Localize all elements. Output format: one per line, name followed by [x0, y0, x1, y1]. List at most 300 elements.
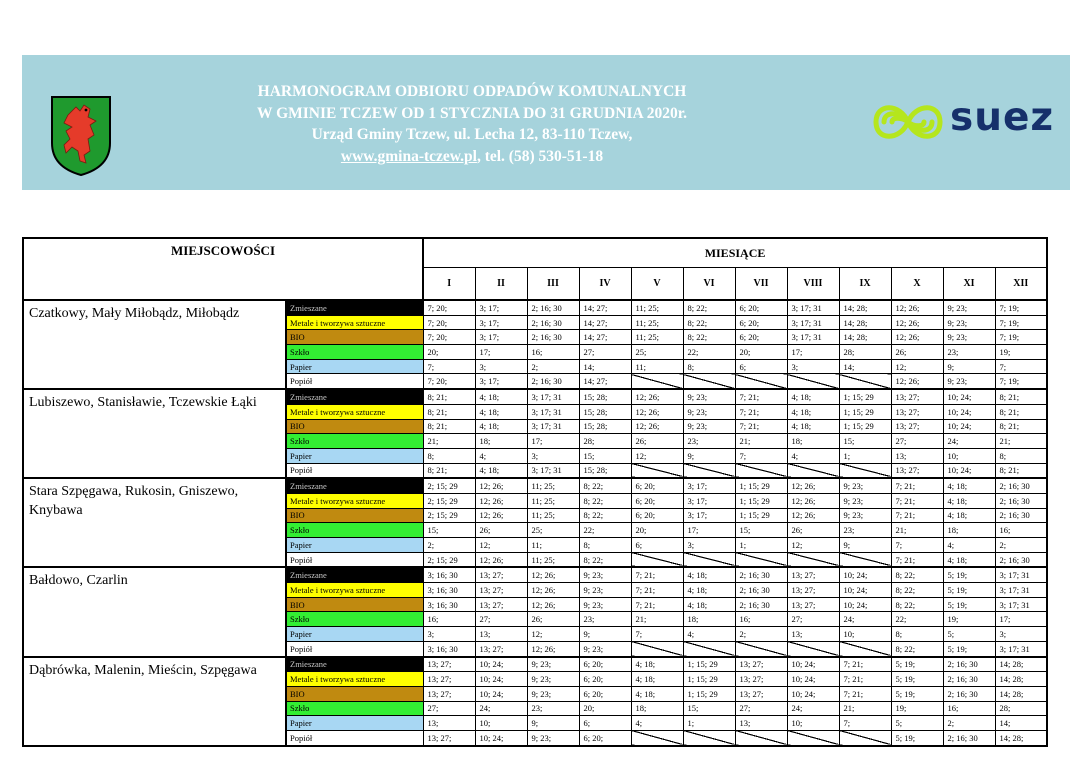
pickup-dates-cell: 12; 26; [475, 493, 527, 508]
pickup-dates-cell: 4; 18; [631, 686, 683, 701]
pickup-dates-cell: 21; [735, 434, 787, 449]
pickup-dates-cell: 23; [683, 434, 735, 449]
no-pickup-cell [787, 730, 839, 745]
pickup-dates-cell: 4; 18; [943, 478, 995, 493]
waste-category-bio: BIO [286, 419, 423, 434]
pickup-dates-cell: 8; 22; [579, 552, 631, 567]
pickup-dates-cell: 8; 21; [423, 389, 475, 404]
pickup-dates-cell: 14; 27; [579, 315, 631, 330]
pickup-dates-cell: 2; [735, 627, 787, 642]
pickup-dates-cell: 10; 24; [787, 657, 839, 672]
pickup-dates-cell: 16; [423, 612, 475, 627]
pickup-dates-cell: 3; 17; [683, 478, 735, 493]
waste-category-zmieszane: Zmieszane [286, 478, 423, 493]
pickup-dates-cell: 7; 19; [995, 330, 1047, 345]
pickup-dates-cell: 9; 23; [839, 478, 891, 493]
pickup-dates-cell: 26; [475, 523, 527, 538]
pickup-dates-cell: 4; 18; [683, 583, 735, 598]
pickup-dates-cell: 10; 24; [839, 583, 891, 598]
pickup-dates-cell: 9; 23; [579, 567, 631, 582]
pickup-dates-cell: 9; 23; [527, 730, 579, 745]
pickup-dates-cell: 15; 28; [579, 389, 631, 404]
pickup-dates-cell: 10; 24; [943, 419, 995, 434]
pickup-dates-cell: 27; [891, 434, 943, 449]
pickup-dates-cell: 17; [475, 345, 527, 360]
pickup-dates-cell: 3; 16; 30 [423, 583, 475, 598]
title-line-2: W GMINIE TCZEW OD 1 STYCZNIA DO 31 GRUDNIA 2020r. [256, 104, 688, 122]
pickup-dates-cell: 2; [527, 359, 579, 374]
pickup-dates-cell: 2; 16; 30 [995, 493, 1047, 508]
pickup-dates-cell: 14; 28; [995, 672, 1047, 687]
pickup-dates-cell: 7; [995, 359, 1047, 374]
pickup-dates-cell: 11; 25; [527, 552, 579, 567]
schedule-row [23, 567, 1047, 582]
schedule-row [23, 300, 1047, 315]
pickup-dates-cell: 2; [943, 716, 995, 731]
pickup-dates-cell: 13; [735, 716, 787, 731]
no-pickup-cell [787, 374, 839, 389]
pickup-dates-cell: 7; 21; [891, 508, 943, 523]
pickup-dates-cell: 7; 21; [735, 419, 787, 434]
pickup-dates-cell: 28; [995, 701, 1047, 716]
pickup-dates-cell: 12; 26; [475, 508, 527, 523]
pickup-dates-cell: 9; 23; [527, 672, 579, 687]
pickup-dates-cell: 23; [943, 345, 995, 360]
pickup-dates-cell: 2; 15; 29 [423, 478, 475, 493]
pickup-dates-cell: 7; [735, 448, 787, 463]
pickup-dates-cell: 10; 24; [475, 672, 527, 687]
pickup-dates-cell: 3; 17; 31 [527, 404, 579, 419]
pickup-dates-cell: 9; 23; [943, 330, 995, 345]
pickup-dates-cell: 12; 26; [527, 567, 579, 582]
pickup-dates-cell: 13; 27; [735, 686, 787, 701]
pickup-dates-cell: 16; [735, 612, 787, 627]
pickup-dates-cell: 12; 26; [787, 508, 839, 523]
title-line-3: Urząd Gminy Tczew, ul. Lecha 12, 83-110 Tczew, [311, 126, 633, 143]
pickup-dates-cell: 4; 18; [475, 463, 527, 478]
pickup-dates-cell: 12; [527, 627, 579, 642]
pickup-dates-cell: 11; 25; [631, 300, 683, 315]
pickup-dates-cell: 4; 18; [943, 552, 995, 567]
pickup-dates-cell: 26; [787, 523, 839, 538]
pickup-dates-cell: 1; 15; 29 [735, 493, 787, 508]
pickup-dates-cell: 3; 17; 31 [995, 597, 1047, 612]
pickup-dates-cell: 1; 15; 29 [839, 404, 891, 419]
pickup-dates-cell: 4; [475, 448, 527, 463]
pickup-dates-cell: 3; [995, 627, 1047, 642]
header-locations: MIEJSCOWOŚCI [23, 238, 423, 300]
pickup-dates-cell: 24; [943, 434, 995, 449]
suez-wordmark: suez [950, 95, 1055, 140]
pickup-dates-cell: 7; 21; [631, 583, 683, 598]
pickup-dates-cell: 17; [527, 434, 579, 449]
pickup-dates-cell: 13; [475, 627, 527, 642]
pickup-dates-cell: 7; 20; [423, 300, 475, 315]
suez-logo [870, 93, 1055, 151]
no-pickup-cell [683, 463, 735, 478]
phone-text: , tel. (58) 530-51-18 [476, 147, 604, 165]
pickup-dates-cell: 4; [631, 716, 683, 731]
pickup-dates-cell: 5; [943, 627, 995, 642]
schedule-row [23, 657, 1047, 672]
pickup-dates-cell: 8; [423, 448, 475, 463]
pickup-dates-cell: 2; 16; 30 [943, 657, 995, 672]
pickup-dates-cell: 24; [475, 701, 527, 716]
waste-category-papier: Papier [286, 448, 423, 463]
pickup-dates-cell: 8; 21; [423, 404, 475, 419]
pickup-dates-cell: 13; 27; [423, 672, 475, 687]
pickup-dates-cell: 8; 22; [683, 330, 735, 345]
pickup-dates-cell: 2; 16; 30 [527, 315, 579, 330]
website-link[interactable]: www.gmina-tczew.pl [340, 147, 477, 165]
pickup-dates-cell: 3; 17; [683, 508, 735, 523]
pickup-dates-cell: 7; 21; [891, 478, 943, 493]
pickup-dates-cell: 13; [787, 627, 839, 642]
pickup-dates-cell: 13; [423, 716, 475, 731]
waste-category-popiol: Popiół [286, 374, 423, 389]
title-line-1: HARMONOGRAM ODBIORU ODPADÓW KOMUNALNYCH [257, 83, 687, 100]
pickup-dates-cell: 6; 20; [735, 300, 787, 315]
pickup-dates-cell: 21; [891, 523, 943, 538]
pickup-dates-cell: 18; [475, 434, 527, 449]
pickup-dates-cell: 25; [631, 345, 683, 360]
month-header: V [631, 268, 683, 301]
pickup-dates-cell: 10; 24; [787, 672, 839, 687]
pickup-dates-cell: 13; 27; [423, 657, 475, 672]
month-header: VIII [787, 268, 839, 301]
pickup-dates-cell: 3; 17; 31 [995, 641, 1047, 656]
pickup-dates-cell: 1; [683, 716, 735, 731]
pickup-dates-cell: 3; 17; 31 [527, 389, 579, 404]
pickup-dates-cell: 1; 15; 29 [735, 478, 787, 493]
pickup-dates-cell: 16; [995, 523, 1047, 538]
pickup-dates-cell: 8; [891, 627, 943, 642]
pickup-dates-cell: 8; 21; [423, 419, 475, 434]
pickup-dates-cell: 3; 17; 31 [527, 419, 579, 434]
pickup-dates-cell: 11; 25; [527, 508, 579, 523]
pickup-dates-cell: 3; 16; 30 [423, 567, 475, 582]
pickup-dates-cell: 4; 18; [631, 672, 683, 687]
pickup-dates-cell: 8; 21; [423, 463, 475, 478]
location-name: Lubiszewo, Stanisławie, Tczewskie Łąki [23, 389, 286, 478]
pickup-dates-cell: 2; 16; 30 [943, 686, 995, 701]
pickup-dates-cell: 9; 23; [943, 374, 995, 389]
pickup-dates-cell: 23; [527, 701, 579, 716]
no-pickup-cell [839, 374, 891, 389]
pickup-dates-cell: 7; [631, 627, 683, 642]
pickup-dates-cell: 3; [527, 448, 579, 463]
no-pickup-cell [683, 374, 735, 389]
pickup-dates-cell: 7; 19; [995, 300, 1047, 315]
pickup-dates-cell: 18; [683, 612, 735, 627]
pickup-dates-cell: 17; [683, 523, 735, 538]
no-pickup-cell [683, 730, 735, 745]
waste-category-szklo: Szkło [286, 523, 423, 538]
waste-category-metale: Metale i tworzywa sztuczne [286, 672, 423, 687]
pickup-dates-cell: 7; 19; [995, 374, 1047, 389]
pickup-dates-cell: 21; [631, 612, 683, 627]
pickup-dates-cell: 2; 16; 30 [735, 567, 787, 582]
pickup-dates-cell: 4; 18; [787, 404, 839, 419]
pickup-dates-cell: 3; 17; [475, 330, 527, 345]
no-pickup-cell [735, 463, 787, 478]
pickup-dates-cell: 2; 16; 30 [995, 478, 1047, 493]
pickup-dates-cell: 7; 20; [423, 330, 475, 345]
pickup-dates-cell: 19; [943, 612, 995, 627]
no-pickup-cell [631, 730, 683, 745]
pickup-dates-cell: 8; 22; [891, 597, 943, 612]
pickup-dates-cell: 6; 20; [735, 330, 787, 345]
pickup-dates-cell: 15; 28; [579, 419, 631, 434]
header-banner [22, 55, 1070, 190]
month-header: XI [943, 268, 995, 301]
pickup-dates-cell: 1; 15; 29 [839, 389, 891, 404]
pickup-dates-cell: 18; [631, 701, 683, 716]
pickup-dates-cell: 8; 21; [995, 389, 1047, 404]
pickup-dates-cell: 9; 23; [579, 583, 631, 598]
pickup-dates-cell: 3; 17; 31 [995, 583, 1047, 598]
pickup-dates-cell: 8; [995, 448, 1047, 463]
waste-category-popiol: Popiół [286, 730, 423, 745]
pickup-dates-cell: 12; 26; [631, 389, 683, 404]
pickup-dates-cell: 18; [787, 434, 839, 449]
pickup-dates-cell: 13; 27; [891, 463, 943, 478]
pickup-dates-cell: 2; 16; 30 [943, 672, 995, 687]
pickup-dates-cell: 6; 20; [579, 657, 631, 672]
waste-category-papier: Papier [286, 359, 423, 374]
waste-category-metale: Metale i tworzywa sztuczne [286, 404, 423, 419]
pickup-dates-cell: 3; 17; 31 [787, 315, 839, 330]
pickup-dates-cell: 5; 19; [891, 686, 943, 701]
banner-title [212, 81, 732, 167]
pickup-dates-cell: 12; [631, 448, 683, 463]
pickup-dates-cell: 7; [423, 359, 475, 374]
waste-category-popiol: Popiół [286, 463, 423, 478]
pickup-dates-cell: 12; 26; [891, 330, 943, 345]
pickup-dates-cell: 23; [839, 523, 891, 538]
pickup-dates-cell: 12; 26; [891, 374, 943, 389]
pickup-dates-cell: 4; [943, 538, 995, 553]
waste-category-zmieszane: Zmieszane [286, 300, 423, 315]
pickup-dates-cell: 20; [735, 345, 787, 360]
pickup-dates-cell: 28; [579, 434, 631, 449]
pickup-dates-cell: 24; [839, 612, 891, 627]
pickup-dates-cell: 4; [787, 448, 839, 463]
no-pickup-cell [735, 374, 787, 389]
pickup-dates-cell: 13; 27; [787, 583, 839, 598]
pickup-dates-cell: 12; 26; [787, 493, 839, 508]
no-pickup-cell [683, 641, 735, 656]
month-header: II [475, 268, 527, 301]
pickup-dates-cell: 27; [735, 701, 787, 716]
pickup-dates-cell: 13; 27; [735, 657, 787, 672]
pickup-dates-cell: 21; [423, 434, 475, 449]
pickup-dates-cell: 26; [891, 345, 943, 360]
title-line-4 [212, 146, 732, 168]
waste-category-metale: Metale i tworzywa sztuczne [286, 315, 423, 330]
pickup-dates-cell: 6; [735, 359, 787, 374]
pickup-dates-cell: 10; 24; [839, 567, 891, 582]
pickup-dates-cell: 9; [839, 538, 891, 553]
pickup-dates-cell: 1; 15; 29 [735, 508, 787, 523]
pickup-dates-cell: 5; [891, 716, 943, 731]
pickup-dates-cell: 8; 22; [891, 583, 943, 598]
pickup-dates-cell: 2; 15; 29 [423, 508, 475, 523]
pickup-dates-cell: 3; 17; 31 [995, 567, 1047, 582]
pickup-dates-cell: 12; 26; [787, 478, 839, 493]
pickup-dates-cell: 10; 24; [787, 686, 839, 701]
schedule-row [23, 389, 1047, 404]
pickup-dates-cell: 6; 20; [579, 672, 631, 687]
pickup-dates-cell: 13; 27; [475, 567, 527, 582]
pickup-dates-cell: 7; [839, 716, 891, 731]
griffin-coat-of-arms-icon [50, 95, 112, 177]
pickup-dates-cell: 6; 20; [631, 508, 683, 523]
pickup-dates-cell: 10; 24; [943, 389, 995, 404]
pickup-dates-cell: 13; [891, 448, 943, 463]
pickup-dates-cell: 6; 20; [579, 730, 631, 745]
pickup-dates-cell: 13; 27; [891, 404, 943, 419]
waste-category-zmieszane: Zmieszane [286, 567, 423, 582]
pickup-dates-cell: 13; 27; [475, 641, 527, 656]
pickup-dates-cell: 3; 16; 30 [423, 641, 475, 656]
pickup-dates-cell: 8; 22; [891, 641, 943, 656]
pickup-dates-cell: 28; [839, 345, 891, 360]
pickup-dates-cell: 8; 22; [891, 567, 943, 582]
pickup-dates-cell: 12; [787, 538, 839, 553]
pickup-dates-cell: 12; [475, 538, 527, 553]
waste-category-szklo: Szkło [286, 612, 423, 627]
pickup-dates-cell: 7; 21; [631, 597, 683, 612]
pickup-dates-cell: 12; 26; [891, 300, 943, 315]
pickup-dates-cell: 13; 27; [475, 583, 527, 598]
month-header: X [891, 268, 943, 301]
no-pickup-cell [787, 552, 839, 567]
pickup-dates-cell: 27; [579, 345, 631, 360]
pickup-dates-cell: 5; 19; [943, 583, 995, 598]
pickup-dates-cell: 11; [631, 359, 683, 374]
pickup-dates-cell: 5; 19; [891, 672, 943, 687]
pickup-dates-cell: 14; [839, 359, 891, 374]
pickup-dates-cell: 20; [423, 345, 475, 360]
pickup-dates-cell: 7; 21; [891, 493, 943, 508]
pickup-dates-cell: 10; 24; [475, 686, 527, 701]
location-name: Dąbrówka, Malenin, Mieścin, Szpęgawa [23, 657, 286, 746]
pickup-dates-cell: 15; [735, 523, 787, 538]
waste-category-szklo: Szkło [286, 345, 423, 360]
pickup-dates-cell: 5; 19; [943, 597, 995, 612]
pickup-dates-cell: 2; 16; 30 [527, 330, 579, 345]
month-header: III [527, 268, 579, 301]
pickup-dates-cell: 3; [787, 359, 839, 374]
pickup-dates-cell: 3; 17; 31 [787, 330, 839, 345]
pickup-dates-cell: 6; [631, 538, 683, 553]
pickup-dates-cell: 1; 15; 29 [839, 419, 891, 434]
pickup-dates-cell: 11; 25; [631, 315, 683, 330]
waste-category-bio: BIO [286, 508, 423, 523]
pickup-dates-cell: 12; 26; [631, 419, 683, 434]
waste-category-szklo: Szkło [286, 434, 423, 449]
pickup-dates-cell: 12; 26; [527, 597, 579, 612]
pickup-dates-cell: 10; 24; [475, 730, 527, 745]
pickup-dates-cell: 1; 15; 29 [683, 672, 735, 687]
pickup-dates-cell: 3; 17; [475, 374, 527, 389]
pickup-dates-cell: 4; 18; [475, 419, 527, 434]
pickup-dates-cell: 13; 27; [735, 672, 787, 687]
pickup-dates-cell: 11; 25; [527, 493, 579, 508]
location-name: Czatkowy, Mały Miłobądz, Miłobądz [23, 300, 286, 389]
pickup-dates-cell: 9; [579, 627, 631, 642]
pickup-dates-cell: 14; 28; [995, 730, 1047, 745]
waste-category-bio: BIO [286, 330, 423, 345]
waste-category-zmieszane: Zmieszane [286, 389, 423, 404]
pickup-dates-cell: 22; [579, 523, 631, 538]
pickup-dates-cell: 13; 27; [891, 389, 943, 404]
pickup-dates-cell: 14; [995, 716, 1047, 731]
month-header: I [423, 268, 475, 301]
pickup-dates-cell: 12; 26; [475, 552, 527, 567]
pickup-dates-cell: 4; 18; [787, 419, 839, 434]
pickup-dates-cell: 6; 20; [579, 686, 631, 701]
pickup-dates-cell: 6; 20; [631, 478, 683, 493]
pickup-dates-cell: 2; 15; 29 [423, 552, 475, 567]
pickup-dates-cell: 4; 18; [943, 508, 995, 523]
no-pickup-cell [631, 552, 683, 567]
no-pickup-cell [735, 552, 787, 567]
pickup-dates-cell: 7; 20; [423, 315, 475, 330]
pickup-dates-cell: 3; [475, 359, 527, 374]
pickup-dates-cell: 2; 16; 30 [527, 374, 579, 389]
pickup-dates-cell: 5; 19; [891, 730, 943, 745]
pickup-dates-cell: 9; 23; [839, 508, 891, 523]
waste-category-popiol: Popiół [286, 641, 423, 656]
schedule-table [22, 237, 1048, 747]
pickup-dates-cell: 8; 22; [579, 493, 631, 508]
pickup-dates-cell: 14; 28; [995, 686, 1047, 701]
pickup-dates-cell: 3; 17; [683, 493, 735, 508]
pickup-dates-cell: 14; 27; [579, 300, 631, 315]
pickup-dates-cell: 7; 19; [995, 315, 1047, 330]
pickup-dates-cell: 3; [683, 538, 735, 553]
pickup-dates-cell: 22; [891, 612, 943, 627]
pickup-dates-cell: 7; 21; [631, 567, 683, 582]
pickup-dates-cell: 8; 21; [995, 404, 1047, 419]
no-pickup-cell [683, 552, 735, 567]
location-name: Stara Szpęgawa, Rukosin, Gniszewo, Knybawa [23, 478, 286, 567]
pickup-dates-cell: 14; 27; [579, 330, 631, 345]
pickup-dates-cell: 12; [891, 359, 943, 374]
no-pickup-cell [735, 641, 787, 656]
pickup-dates-cell: 11; 25; [631, 330, 683, 345]
waste-category-bio: BIO [286, 597, 423, 612]
no-pickup-cell [631, 641, 683, 656]
pickup-dates-cell: 9; 23; [579, 597, 631, 612]
pickup-dates-cell: 2; [423, 538, 475, 553]
pickup-dates-cell: 24; [787, 701, 839, 716]
pickup-dates-cell: 9; 23; [527, 686, 579, 701]
pickup-dates-cell: 13; 27; [423, 730, 475, 745]
waste-category-metale: Metale i tworzywa sztuczne [286, 583, 423, 598]
no-pickup-cell [839, 641, 891, 656]
pickup-dates-cell: 5; 19; [943, 641, 995, 656]
pickup-dates-cell: 4; 18; [475, 389, 527, 404]
pickup-dates-cell: 4; 18; [943, 493, 995, 508]
pickup-dates-cell: 26; [631, 434, 683, 449]
pickup-dates-cell: 15; [423, 523, 475, 538]
pickup-dates-cell: 6; 20; [735, 315, 787, 330]
pickup-dates-cell: 2; 16; 30 [995, 508, 1047, 523]
no-pickup-cell [787, 641, 839, 656]
